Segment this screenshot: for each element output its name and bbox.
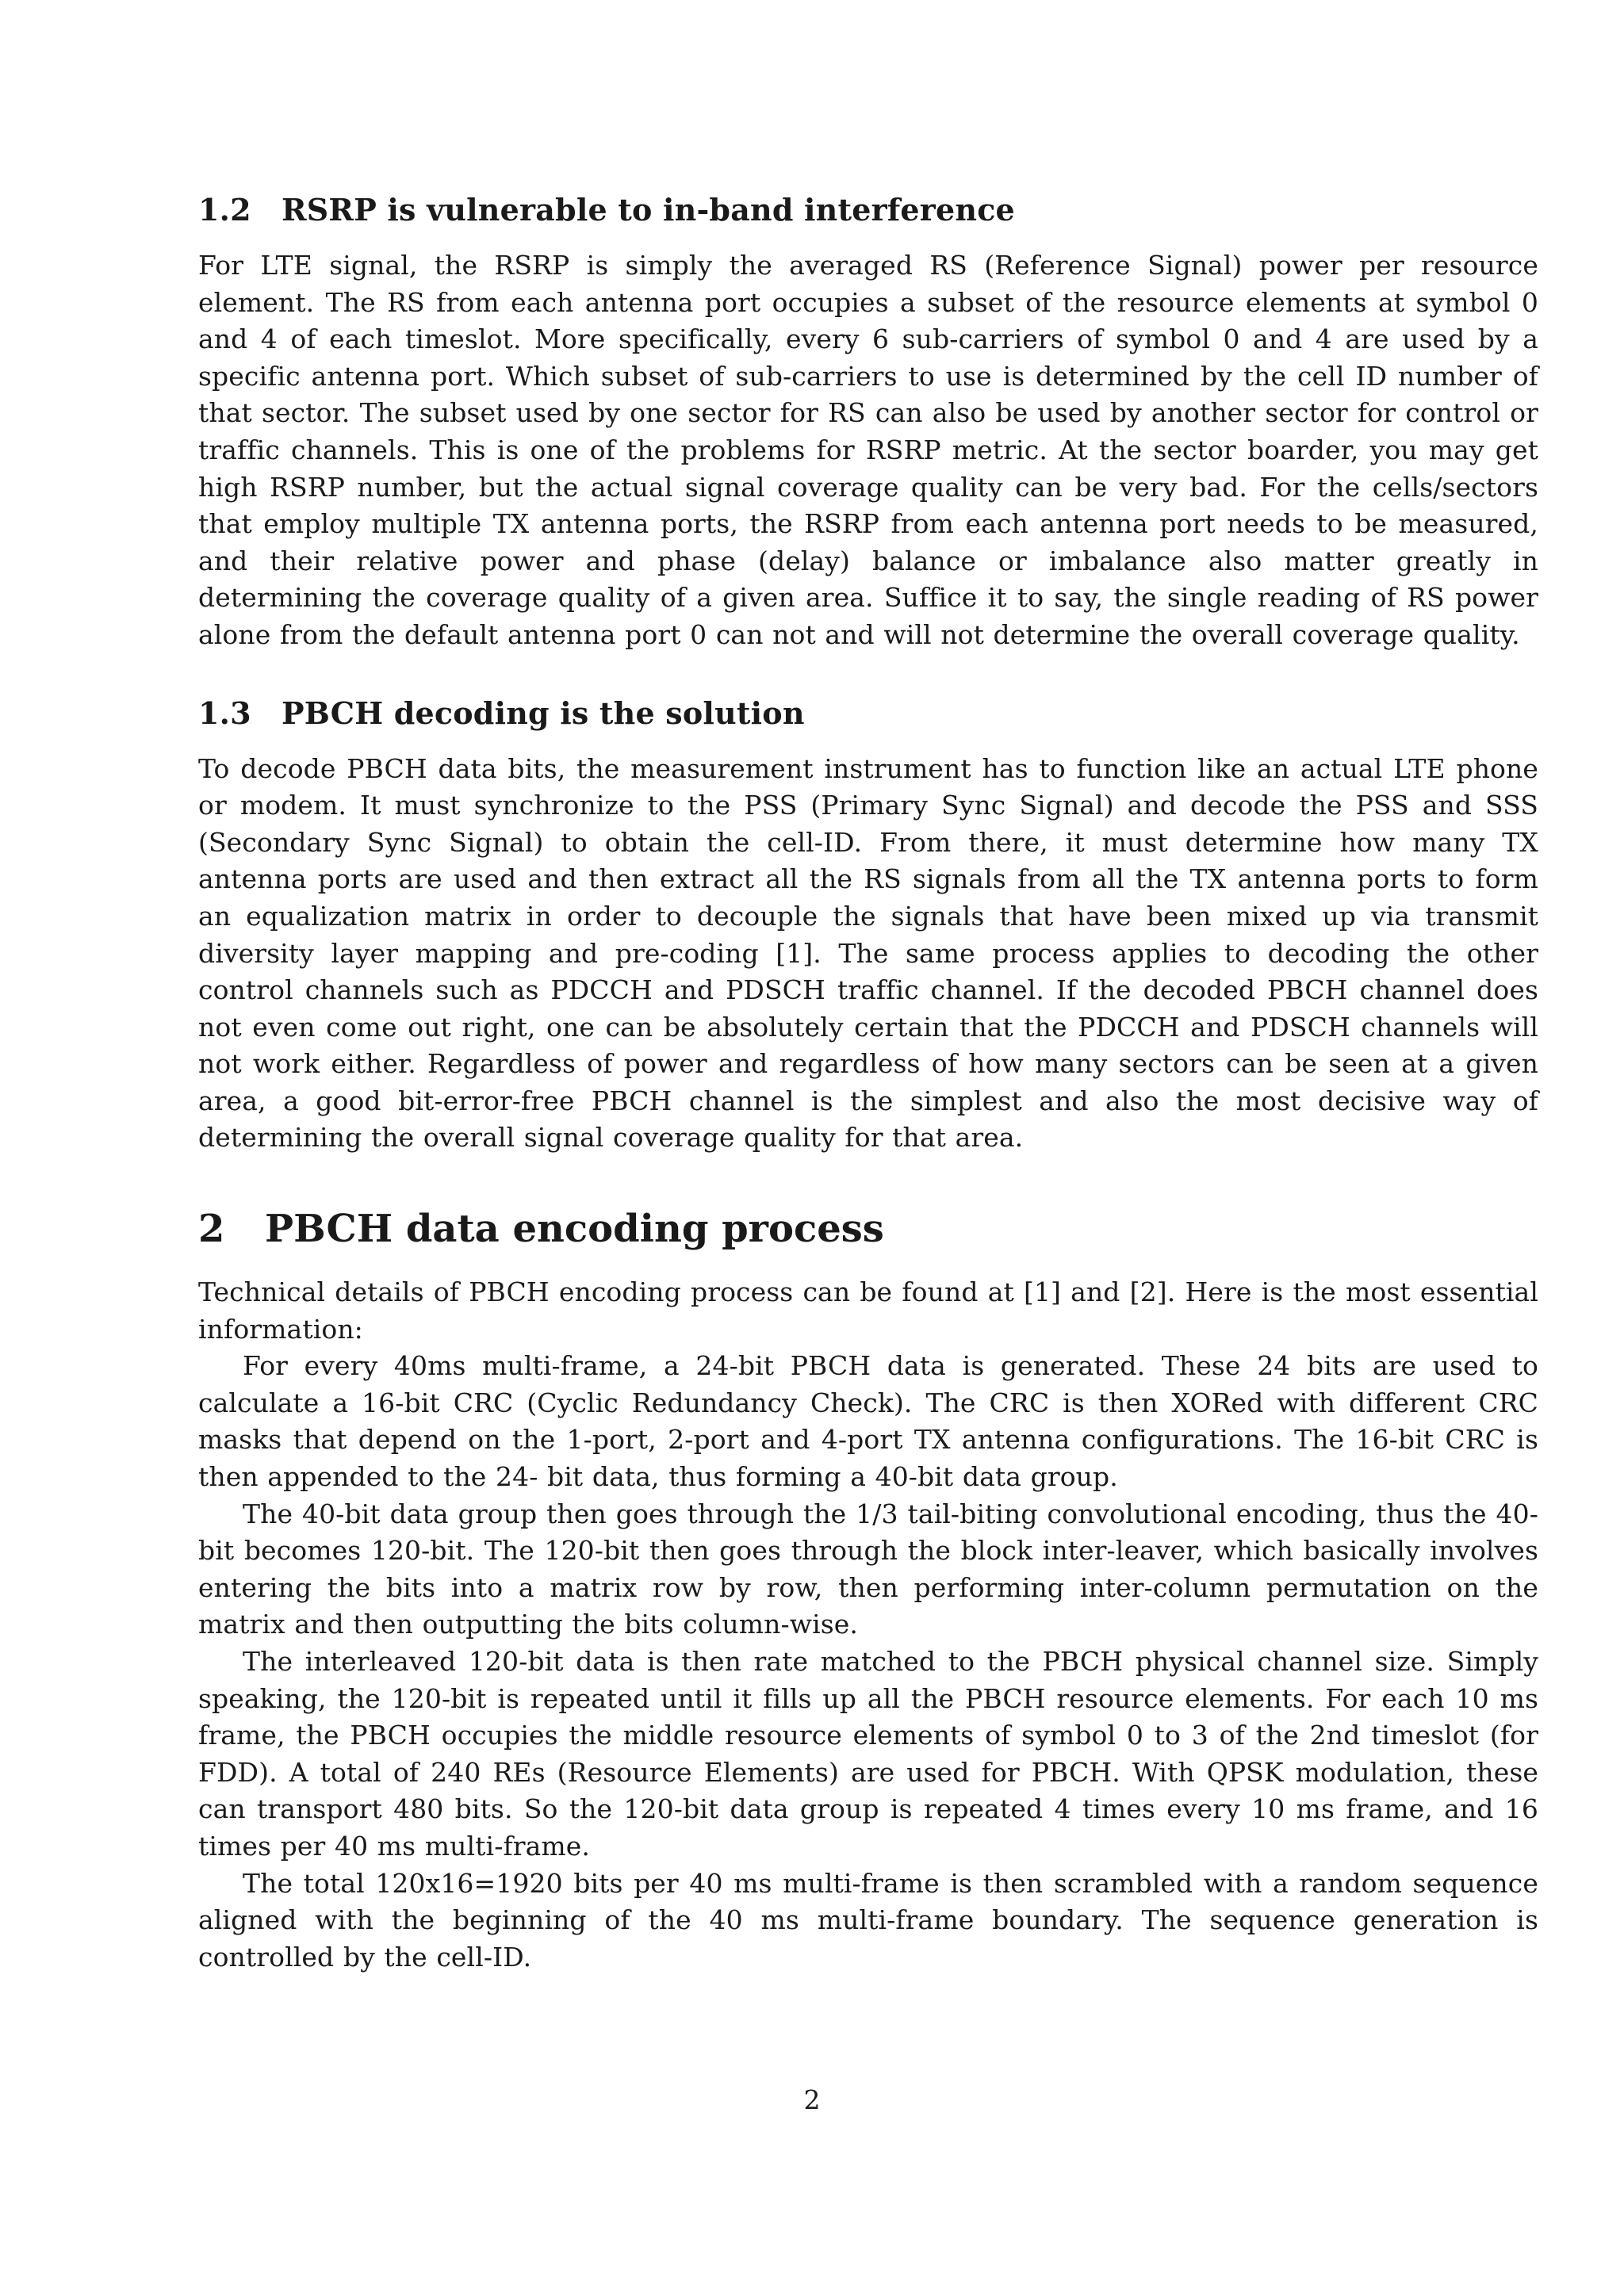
section-2 xyxy=(198,1204,1538,1976)
section-number: 2 xyxy=(198,1207,225,1252)
paragraph: For every 40ms multi-frame, a 24-bit PBCH data is generated. These 24 bits are used to calculate a 16-bit CRC (Cyclic Redundancy Check). The CRC is then XORed with different CRC masks that depend on the 1-port, 2-port and 4-port TX antenna configurations. The 16-bit CRC is then appended to the 24- bit data, thus forming a 40-bit data group. xyxy=(198,1350,1538,1493)
section-title: PBCH data encoding process xyxy=(265,1207,884,1252)
page-number: 2 xyxy=(803,2084,821,2115)
page-content xyxy=(198,190,1538,1976)
subsection-number: 1.2 xyxy=(198,192,251,228)
subsection-title: PBCH decoding is the solution xyxy=(282,695,805,731)
subsection-1-3 xyxy=(198,694,1538,1158)
paragraph: To decode PBCH data bits, the measurement instrument has to function like an actual LTE phone or modem. It must synchronize to the PSS (Primary Sync Signal) and decode the PSS and SSS (Secondary Sync Signal) to obtain the cell-ID. From there, it must determine how many TX antenna ports are used and then extract all the RS signals from all the TX antenna ports to form an equalization matrix in order to decouple the signals that have been mixed up via transmit diversity layer mapping and pre-coding [1]. The same process applies to decoding the other control channels such as PDCCH and PDSCH traffic channel. If the decoded PBCH channel does not even come out right, one can be absolutely certain that the PDCCH and PDSCH channels will not work either. Regardless of power and regardless of how many sectors can be seen at a given area, a good bit-error-free PBCH channel is the simplest and also the most decisive way of determining the overall signal coverage quality for that area. xyxy=(198,752,1538,1154)
paragraph: Technical details of PBCH encoding process can be found at [1] and [2]. Here is the most essential information: xyxy=(198,1276,1538,1345)
subsection-heading xyxy=(198,694,1538,733)
subsection-heading xyxy=(198,190,1538,230)
subsection-1-2 xyxy=(198,190,1538,654)
subsection-number: 1.3 xyxy=(198,695,251,731)
paragraph: For LTE signal, the RSRP is simply the averaged RS (Reference Signal) power per resource element. The RS from each antenna port occupies a subset of the resource elements at symbol 0 and 4 of each timeslot. More specifically, every 6 sub-carriers of symbol 0 and 4 are used by a specific antenna port. Which subset of sub-carriers to use is determined by the cell ID number of that sector. The subset used by one sector for RS can also be used by another sector for control or traffic channels. This is one of the problems for RSRP metric. At the sector boarder, you may get high RSRP number, but the actual signal coverage quality can be very bad. For the cells/sectors that employ multiple TX antenna ports, the RSRP from each antenna port needs to be measured, and their relative power and phase (delay) balance or imbalance also matter greatly in determining the coverage quality of a given area. Suffice it to say, the single reading of RS power alone from the default antenna port 0 can not and will not determine the overall coverage quality. xyxy=(198,250,1538,650)
subsection-title: RSRP is vulnerable to in-band interference xyxy=(282,192,1015,228)
paragraph: The interleaved 120-bit data is then rate matched to the PBCH physical channel size. Simply speaking, the 120-bit is repeated until it fills up all the PBCH resource elements. For each 10 ms frame, the PBCH occupies the middle resource elements of symbol 0 to 3 of the 2nd timeslot (for FDD). A total of 240 REs (Resource Elements) are used for PBCH. With QPSK modulation, these can transport 480 bits. So the 120-bit data group is repeated 4 times every 10 ms frame, and 16 times per 40 ms multi-frame. xyxy=(198,1646,1538,1862)
paragraph: The 40-bit data group then goes through the 1/3 tail-biting convolutional encoding, thus the 40-bit becomes 120-bit. The 120-bit then goes through the block inter-leaver, which basically involves entering the bits into a matrix row by row, then performing inter-column permutation on the matrix and then outputting the bits column-wise. xyxy=(198,1498,1538,1640)
paragraph: The total 120x16=1920 bits per 40 ms multi-frame is then scrambled with a random sequence aligned with the beginning of the 40 ms multi-frame boundary. The sequence generation is controlled by the cell-ID. xyxy=(198,1867,1538,1973)
section-heading xyxy=(198,1204,1538,1253)
